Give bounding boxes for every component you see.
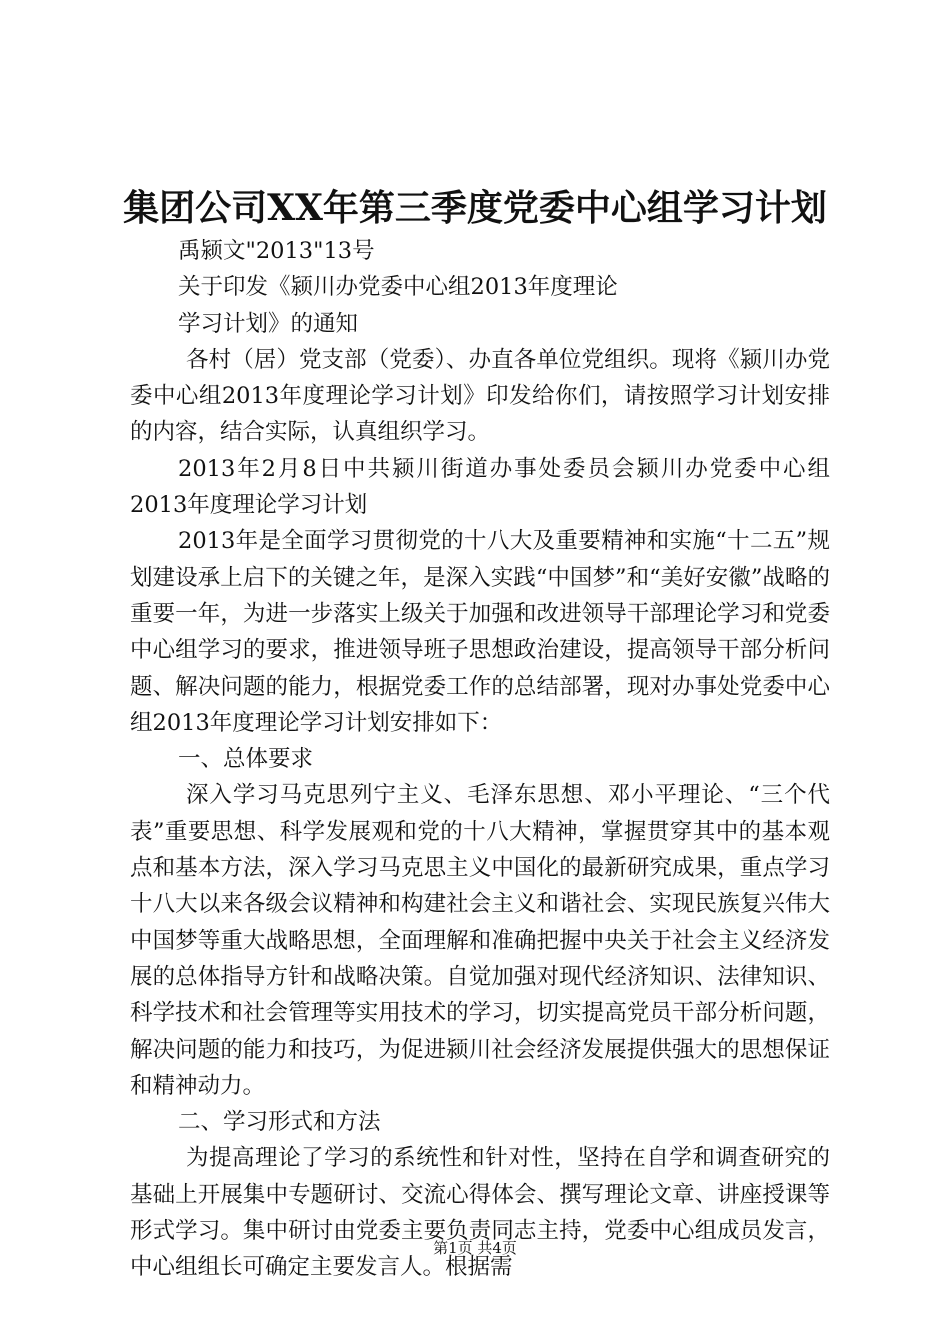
section-heading-1: 一、总体要求 — [178, 746, 314, 773]
section-1-paragraph: 深入学习马克思列宁主义、毛泽东思想、邓小平理论、“三个代表”重要思想、科学发展观和党的十八大精神，掌握贯穿其中的基本观点和基本方法，深入学习马克思主义中国化的最新研究成果，重点学习十八大以来各级会议精神和构建社会主义和谐社会、实现民族复兴伟大中国梦等重大战略思想，全面理解和准确把握中央关于社会主义经济发展的总体指导方针和战略决策。自觉加强对现代经济知识、法律知识、科学技术和社会管理等实用技术的学习，切实提高党员干部分析问题，解决问题的能力和技巧，为促进颍川社会经济发展提供强大的思想保证和精神动力。 — [130, 782, 830, 1099]
notice-title-line-2: 学习计划》的通知 — [178, 310, 359, 337]
plan-heading-paragraph: 2013年2月8日中共颍川街道办事处委员会颍川办党委中心组2013年度理论学习计划 — [130, 455, 830, 519]
page-number-footer: 第1页 共4页 — [433, 1239, 517, 1257]
section-heading-2: 二、学习形式和方法 — [178, 1109, 381, 1136]
document-title: 集团公司XX年第三季度党委中心组学习计划 — [123, 187, 827, 229]
section-2-paragraph: 为提高理论了学习的系统性和针对性，坚持在自学和调查研究的基础上开展集中专题研讨、交流心得体会、撰写理论文章、讲座授课等形式学习。集中研讨由党委主要负责同志主持，党委中心组成员发言，中心组组长可确定主要发言人。根据需 — [130, 1145, 830, 1281]
notice-paragraph: 各村（居）党支部（党委）、办直各单位党组织。现将《颍川办党委中心组2013年度理论学习计划》印发给你们，请按照学习计划安排的内容，结合实际，认真组织学习。 — [130, 346, 830, 446]
document-number: 禹颍文"2013"13号 — [178, 238, 375, 264]
document-body — [130, 233, 830, 1286]
intro-paragraph: 2013年是全面学习贯彻党的十八大及重要精神和实施“十二五”规划建设承上启下的关键之年，是深入实践“中国梦”和“美好安徽”战略的重要一年，为进一步落实上级关于加强和改进领导干部理论学习和党委中心组学习的要求，推进领导班子思想政治建设，提高领导干部分析问题、解决问题的能力，根据党委工作的总结部署，现对办事处党委中心组2013年度理论学习计划安排如下： — [130, 528, 830, 736]
notice-title-line-1: 关于印发《颍川办党委中心组2013年度理论 — [178, 274, 618, 301]
